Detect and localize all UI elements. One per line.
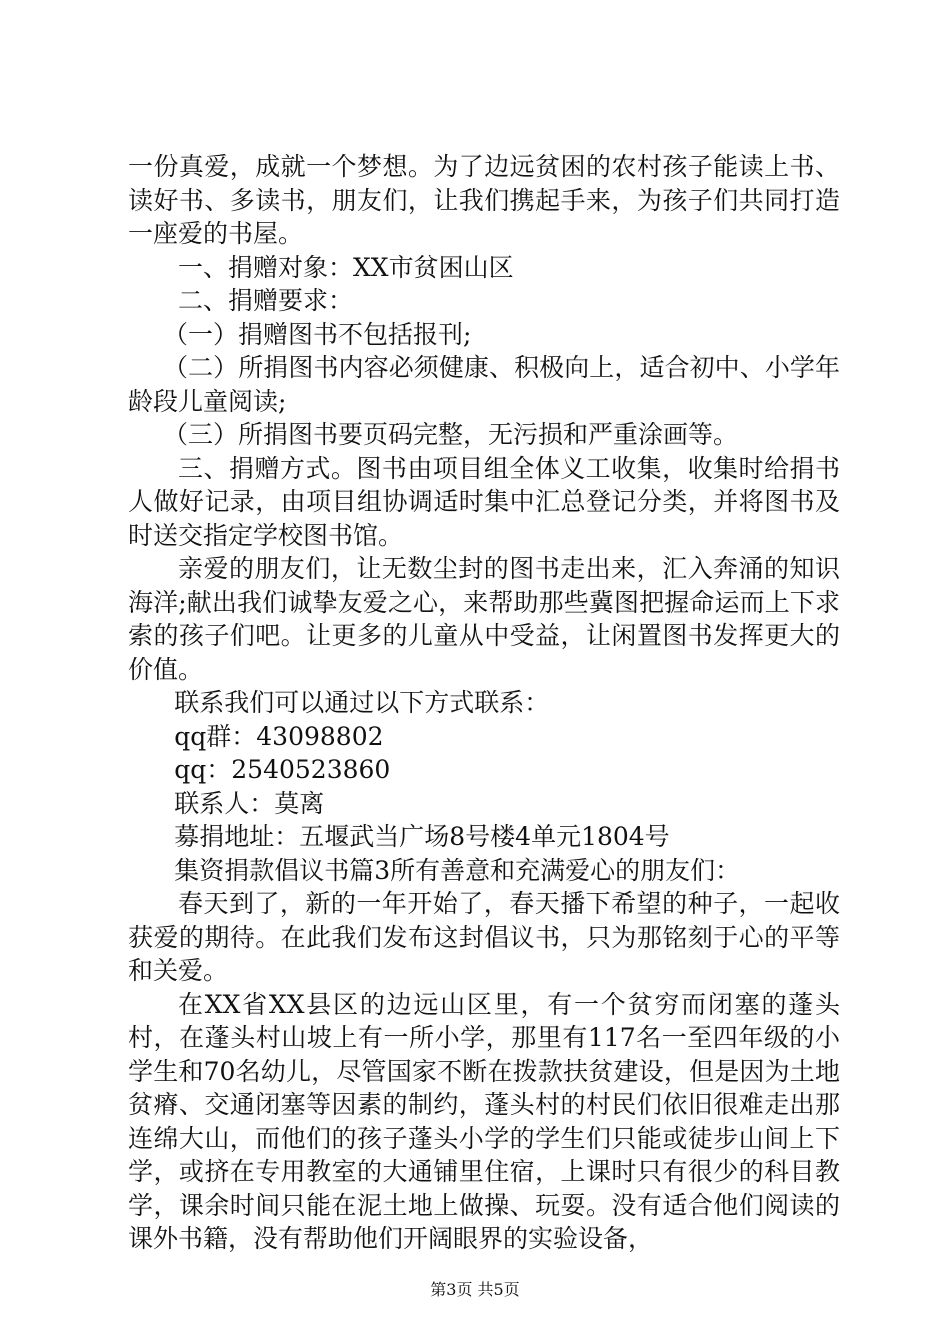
paragraph-requirement-3: （三）所捐图书要页码完整，无污损和严重涂画等。 — [163, 420, 739, 449]
paragraph-donation-requirements: 二、捐赠要求： — [178, 286, 354, 315]
contact-qq-group: qq群：43098802 — [174, 721, 384, 751]
paragraph-requirement-2: （二）所捐图书内容必须健康、积极向上，适合初中、小学年龄段儿童阅读; — [128, 353, 840, 416]
paragraph-donation-method: 三、捐赠方式。图书由项目组全体义工收集，收集时给捐书人做好记录，由项目组协调适时集中汇总登记分类，并将图书及时送交指定学校图书馆。 — [128, 453, 840, 550]
page-footer: 第3页 共5页 — [430, 1280, 520, 1299]
paragraph-contact-intro: 联系我们可以通过以下方式联系： — [174, 688, 550, 717]
paragraph-spring: 春天到了，新的一年开始了，春天播下希望的种子，一起收获爱的期待。在此我们发布这封倡议书，只为那铭刻于心的平等和关爱。 — [128, 889, 840, 985]
contact-person: 联系人：莫离 — [174, 788, 325, 818]
paragraph-donation-target: 一、捐赠对象：XX市贫困山区 — [178, 252, 514, 282]
paragraph-requirement-1: （一）捐赠图书不包括报刊; — [163, 319, 472, 349]
document-body — [128, 150, 840, 1256]
contact-address: 募捐地址：五堰武当广场8号楼4单元1804号 — [174, 822, 670, 851]
paragraph-intro: 一份真爱，成就一个梦想。为了边远贫困的农村孩子能读上书、读好书、多读书，朋友们，让我们携起手来，为孩子们共同打造一座爱的书屋。 — [128, 152, 840, 248]
paragraph-appeal: 亲爱的朋友们，让无数尘封的图书走出来，汇入奔涌的知识海洋;献出我们诚挚友爱之心，来帮助那些冀图把握命运而上下求索的孩子们吧。让更多的儿童从中受益，让闲置图书发挥更大的价值。 — [128, 554, 840, 684]
paragraph-section-heading: 集资捐款倡议书篇3所有善意和充满爱心的朋友们： — [174, 855, 741, 885]
paragraph-village: 在XX省XX县区的边远山区里，有一个贫穷而闭塞的蓬头村，在蓬头村山坡上有一所小学，那里有117名一至四年级的小学生和70名幼儿，尽管国家不断在拨款扶贫建设，但是因为土地贫瘠、交通闭塞等因素的制约，蓬头村的村民们依旧很难走出那连绵大山，而他们的孩子蓬头小学的学生们只能或徒步山间上下学，或挤在专用教室的大通铺里住宿，上课时只有很少的科目教学，课余时间只能在泥土地上做操、玩耍。没有适合他们阅读的课外书籍，没有帮助他们开阔眼界的实验设备， — [128, 989, 840, 1253]
contact-qq: qq：2540523860 — [174, 755, 391, 784]
